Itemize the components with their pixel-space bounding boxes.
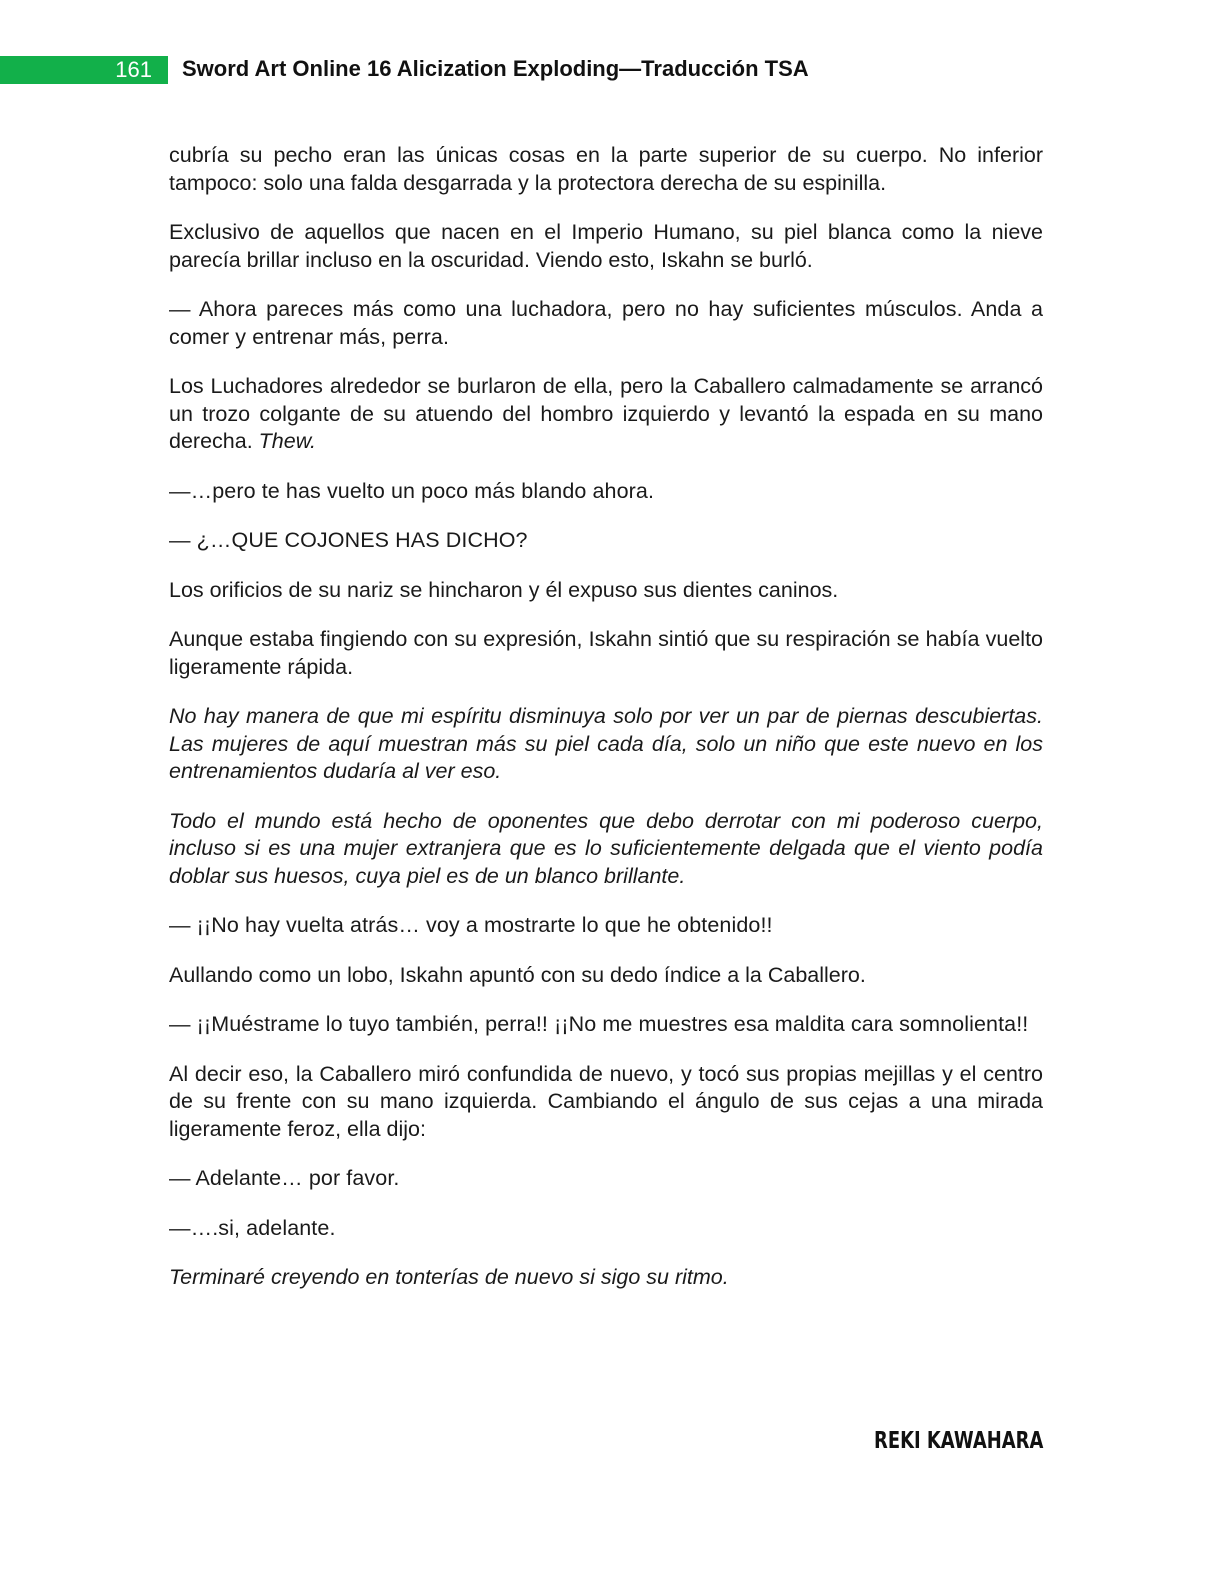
paragraph-7-text: Los orificios de su nariz se hincharon y él expuso sus dientes caninos. [169,577,839,602]
paragraph-6 [169,527,1043,555]
paragraph-15 [169,1165,1043,1193]
paragraph-8 [169,626,1043,681]
paragraph-1 [169,142,1043,197]
paragraph-1-text: cubría su pecho eran las únicas cosas en la parte superior de su cuerpo. No inferior tampoco: solo una falda desgarrada y la protectora derecha de su espinilla. [169,143,1043,195]
paragraph-5 [169,478,1043,506]
paragraph-2 [169,219,1043,274]
paragraph-13-text: — ¡¡Muéstrame lo tuyo también, perra!! ¡¡No me muestres esa maldita cara somnolienta!! [169,1012,1029,1036]
paragraph-11-text: — ¡¡No hay vuelta atrás… voy a mostrarte lo que he obtenido!! [169,913,773,937]
paragraph-4-emphasis: Thew. [258,429,317,453]
paragraph-7 [169,577,1043,605]
page-number-bar [0,56,168,84]
page-header [0,52,1224,86]
paragraph-8-text: Aunque estaba fingiendo con su expresión, Iskahn sintió que su respiración se había vuelto ligeramente rápida. [169,627,1043,679]
paragraph-14 [169,1061,1043,1144]
paragraph-3-text: — Ahora pareces más como una luchadora, pero no hay suficientes músculos. Anda a comer y entrenar más, perra. [169,297,1043,349]
paragraph-17 [169,1264,1043,1292]
paragraph-17-text: Terminaré creyendo en tonterías de nuevo si sigo su ritmo. [169,1265,729,1289]
author-name: REKI KAWAHARA [874,1428,1044,1454]
paragraph-15-text: — Adelante… por favor. [169,1166,400,1190]
paragraph-16-text: —….si, adelante. [169,1215,336,1240]
paragraph-9-text: No hay manera de que mi espíritu disminuya solo por ver un par de piernas descubiertas. Las mujeres de aquí muestran más su piel cada día, solo un niño que este nuevo en los entrenamientos dudaría al ver eso. [169,704,1043,783]
paragraph-5-text: —…pero te has vuelto un poco más blando ahora. [169,478,655,503]
paragraph-4 [169,373,1043,456]
paragraph-11 [169,912,1043,940]
paragraph-16 [169,1215,1043,1243]
book-title: Sword Art Online 16 Alicization Exploding—Traducción TSA [182,56,809,81]
paragraph-2-text: Exclusivo de aquellos que nacen en el Imperio Humano, su piel blanca como la nieve parecía brillar incluso en la oscuridad. Viendo esto, Iskahn se burló. [169,220,1043,272]
paragraph-10-text: Todo el mundo está hecho de oponentes que debo derrotar con mi poderoso cuerpo, incluso si es una mujer extranjera que es lo suficientemente delgada que el viento podía doblar sus huesos, cuya piel es de un blanco brillante. [169,808,1043,888]
paragraph-13 [169,1011,1043,1039]
paragraph-12-text: Aullando como un lobo, Iskahn apuntó con su dedo índice a la Caballero. [169,962,866,987]
paragraph-10 [169,808,1043,891]
paragraph-4-text: Los Luchadores alrededor se burlaron de ella, pero la Caballero calmadamente se arrancó un trozo colgante de su atuendo del hombro izquierdo y levantó la espada en su mano derecha. [169,374,1043,453]
paragraph-9 [169,703,1043,786]
paragraph-6-text: — ¿…QUE COJONES HAS DICHO? [169,528,528,552]
paragraph-3 [169,296,1043,351]
page-number: 161 [115,57,152,82]
page-body [169,142,1043,1314]
paragraph-12 [169,962,1043,990]
paragraph-14-text: Al decir eso, la Caballero miró confundida de nuevo, y tocó sus propias mejillas y el centro de su frente con su mano izquierda. Cambiando el ángulo de sus cejas a una mirada ligeramente feroz, ella dijo: [169,1061,1043,1141]
